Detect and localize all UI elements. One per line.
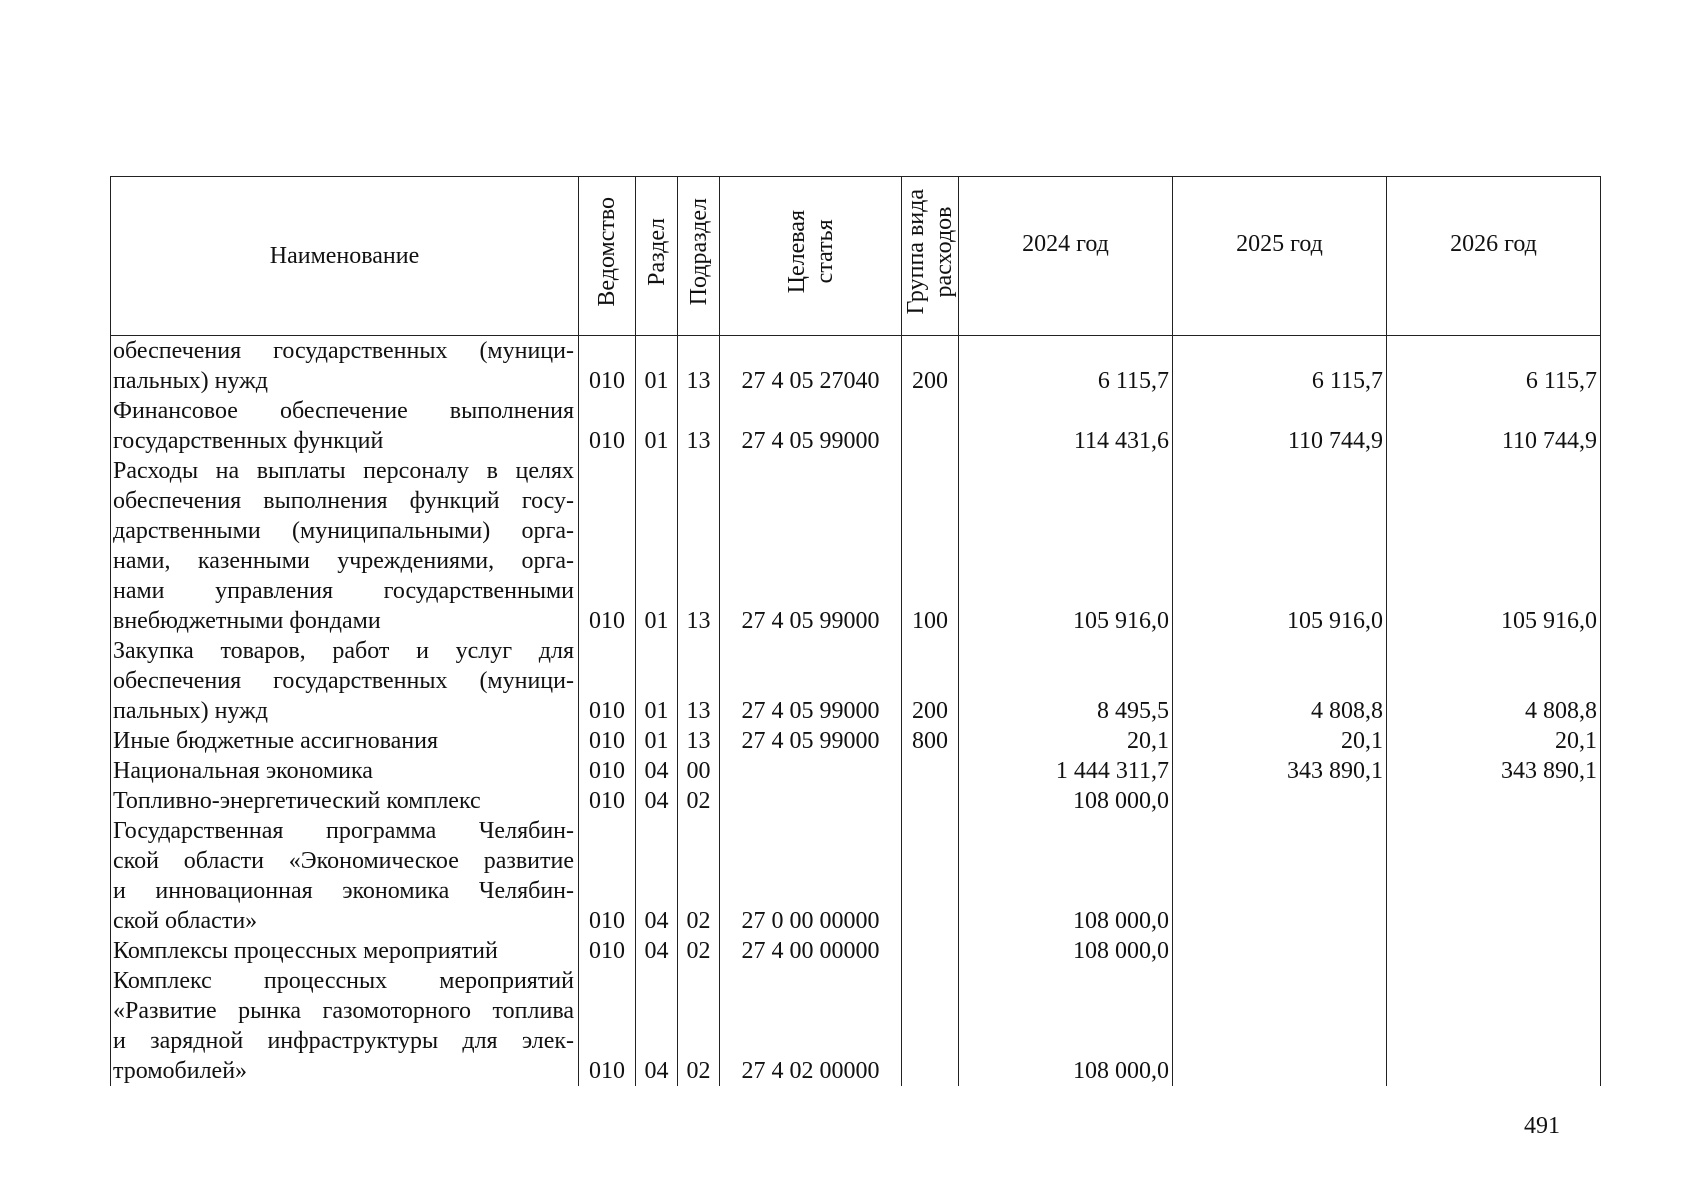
cell-celevaya-statya: 27 4 05 99000 [720, 456, 902, 636]
table-body [111, 336, 1601, 1087]
cell-value-2024: 108 000,0 [959, 936, 1173, 966]
cell-name [111, 756, 579, 786]
name-line: внебюджетными фондами [113, 608, 381, 634]
name-line: и зарядной инфраструктуры для элек- [113, 1028, 574, 1054]
cell-value-2026 [1387, 966, 1601, 1086]
cell-value-2025 [1173, 786, 1387, 816]
name-line: обеспечения выполнения функций госу- [113, 488, 574, 514]
cell-value-2026: 105 916,0 [1387, 456, 1601, 636]
cell-value-2024: 1 444 311,7 [959, 756, 1173, 786]
cell-razdel: 01 [636, 336, 678, 397]
cell-value-2024: 114 431,6 [959, 396, 1173, 456]
cell-razdel: 01 [636, 396, 678, 456]
cell-vedomstvo: 010 [579, 636, 636, 726]
name-line: «Развитие рынка газомоторного топлива [113, 998, 574, 1024]
cell-celevaya-statya: 27 4 00 00000 [720, 936, 902, 966]
name-line: обеспечения государственных (муници- [113, 668, 574, 694]
cell-value-2025: 105 916,0 [1173, 456, 1387, 636]
header-year-2025 [1173, 177, 1387, 336]
cell-celevaya-statya [720, 786, 902, 816]
cell-celevaya-statya: 27 4 05 27040 [720, 336, 902, 397]
cell-razdel: 01 [636, 456, 678, 636]
cell-gruppa [902, 756, 959, 786]
cell-vedomstvo: 010 [579, 936, 636, 966]
name-line: Национальная экономика [113, 758, 373, 784]
cell-gruppa: 200 [902, 336, 959, 397]
cell-gruppa [902, 786, 959, 816]
table-row [111, 456, 1601, 636]
table-row [111, 726, 1601, 756]
header-razdel [636, 177, 678, 336]
cell-vedomstvo: 010 [579, 726, 636, 756]
cell-celevaya-statya: 27 4 05 99000 [720, 396, 902, 456]
cell-value-2024: 6 115,7 [959, 336, 1173, 397]
cell-name [111, 816, 579, 936]
cell-value-2026: 6 115,7 [1387, 336, 1601, 397]
cell-value-2024: 108 000,0 [959, 966, 1173, 1086]
cell-value-2025: 6 115,7 [1173, 336, 1387, 397]
table-row [111, 756, 1601, 786]
cell-name [111, 966, 579, 1086]
header-year-2026-label: 2026 год [1450, 231, 1537, 257]
cell-value-2024: 108 000,0 [959, 816, 1173, 936]
cell-vedomstvo: 010 [579, 756, 636, 786]
cell-vedomstvo: 010 [579, 396, 636, 456]
cell-gruppa [902, 966, 959, 1086]
name-line: и инновационная экономика Челябин- [113, 878, 574, 904]
cell-vedomstvo: 010 [579, 786, 636, 816]
cell-name [111, 726, 579, 756]
header-row [111, 177, 1601, 336]
name-line: обеспечения государственных (муници- [113, 338, 574, 364]
cell-value-2025: 110 744,9 [1173, 396, 1387, 456]
cell-celevaya-statya: 27 4 05 99000 [720, 636, 902, 726]
cell-podrazdel: 13 [678, 336, 720, 397]
name-line: ской области» [113, 908, 258, 934]
name-line: Комплекс процессных мероприятий [113, 968, 574, 994]
cell-podrazdel: 00 [678, 756, 720, 786]
name-line: государственных функций [113, 428, 384, 454]
cell-value-2025 [1173, 816, 1387, 936]
header-celevaya-line2: статья [811, 220, 838, 284]
name-line: ской области «Экономическое развитие [113, 848, 574, 874]
header-gruppa-line2: расходов [931, 206, 957, 298]
cell-name [111, 936, 579, 966]
cell-razdel: 04 [636, 936, 678, 966]
name-line: Иные бюджетные ассигнования [113, 728, 438, 754]
table-row [111, 336, 1601, 397]
name-line: Расходы на выплаты персоналу в целях [113, 458, 574, 484]
name-line: нами управления государственными [113, 578, 574, 604]
table-row [111, 936, 1601, 966]
cell-podrazdel: 13 [678, 396, 720, 456]
name-line: Государственная программа Челябин- [113, 818, 574, 844]
page-number: 491 [1524, 1113, 1560, 1139]
cell-value-2024: 8 495,5 [959, 636, 1173, 726]
cell-value-2026 [1387, 786, 1601, 816]
cell-name [111, 636, 579, 726]
header-vedomstvo-label: Ведомство [594, 197, 620, 307]
cell-celevaya-statya: 27 0 00 00000 [720, 816, 902, 936]
cell-celevaya-statya: 27 4 05 99000 [720, 726, 902, 756]
name-line: Финансовое обеспечение выполнения [113, 398, 574, 424]
cell-value-2025 [1173, 966, 1387, 1086]
header-celevaya-line1: Целевая [783, 210, 810, 294]
table-row [111, 636, 1601, 726]
cell-gruppa: 800 [902, 726, 959, 756]
cell-podrazdel: 13 [678, 636, 720, 726]
cell-razdel: 04 [636, 756, 678, 786]
cell-razdel: 04 [636, 816, 678, 936]
header-year-2024-label: 2024 год [1022, 231, 1109, 257]
cell-value-2025 [1173, 936, 1387, 966]
name-line: Топливно-энергетический комплекс [113, 788, 481, 814]
cell-razdel: 04 [636, 786, 678, 816]
cell-podrazdel: 13 [678, 726, 720, 756]
cell-value-2026 [1387, 936, 1601, 966]
cell-name [111, 786, 579, 816]
cell-gruppa [902, 396, 959, 456]
cell-gruppa [902, 816, 959, 936]
name-line: тромобилей» [113, 1058, 248, 1084]
cell-name [111, 456, 579, 636]
cell-razdel: 01 [636, 636, 678, 726]
cell-name [111, 396, 579, 456]
cell-podrazdel: 02 [678, 816, 720, 936]
cell-podrazdel: 13 [678, 456, 720, 636]
cell-vedomstvo: 010 [579, 336, 636, 397]
name-line: пальных) нужд [113, 698, 268, 724]
cell-vedomstvo: 010 [579, 456, 636, 636]
cell-razdel: 01 [636, 726, 678, 756]
cell-gruppa [902, 936, 959, 966]
header-gruppa-label [902, 189, 958, 314]
header-year-2024 [959, 177, 1173, 336]
cell-value-2025: 343 890,1 [1173, 756, 1387, 786]
header-gruppa-vida-rashodov [902, 177, 959, 336]
name-line: дарственными (муниципальными) орга- [113, 518, 574, 544]
cell-gruppa: 200 [902, 636, 959, 726]
cell-name [111, 336, 579, 397]
cell-celevaya-statya: 27 4 02 00000 [720, 966, 902, 1086]
header-celevaya-statya [720, 177, 902, 336]
cell-podrazdel: 02 [678, 966, 720, 1086]
header-podrazdel [678, 177, 720, 336]
cell-value-2026: 110 744,9 [1387, 396, 1601, 456]
name-line: Закупка товаров, работ и услуг для [113, 638, 574, 664]
header-gruppa-line1: Группа вида [903, 189, 929, 315]
cell-vedomstvo: 010 [579, 966, 636, 1086]
header-year-2025-label: 2025 год [1236, 231, 1323, 257]
cell-value-2024: 105 916,0 [959, 456, 1173, 636]
cell-value-2025: 4 808,8 [1173, 636, 1387, 726]
table-row [111, 396, 1601, 456]
budget-table [110, 176, 1601, 1086]
header-podrazdel-label: Подраздел [685, 198, 712, 306]
header-vedomstvo [579, 177, 636, 336]
cell-value-2026: 343 890,1 [1387, 756, 1601, 786]
cell-value-2026: 4 808,8 [1387, 636, 1601, 726]
cell-value-2025: 20,1 [1173, 726, 1387, 756]
name-line: пальных) нужд [113, 368, 268, 394]
header-year-2026 [1387, 177, 1601, 336]
cell-value-2024: 108 000,0 [959, 786, 1173, 816]
cell-razdel: 04 [636, 966, 678, 1086]
cell-podrazdel: 02 [678, 786, 720, 816]
cell-gruppa: 100 [902, 456, 959, 636]
cell-podrazdel: 02 [678, 936, 720, 966]
header-razdel-label: Раздел [643, 218, 670, 286]
cell-value-2024: 20,1 [959, 726, 1173, 756]
name-line: нами, казенными учреждениями, орга- [113, 548, 574, 574]
table-header [111, 177, 1601, 336]
cell-vedomstvo: 010 [579, 816, 636, 936]
cell-celevaya-statya [720, 756, 902, 786]
cell-value-2026: 20,1 [1387, 726, 1601, 756]
header-name [111, 177, 579, 336]
name-line: Комплексы процессных мероприятий [113, 938, 498, 964]
cell-value-2026 [1387, 816, 1601, 936]
table-row [111, 966, 1601, 1086]
header-celevaya-statya-label [783, 210, 839, 293]
table-row [111, 786, 1601, 816]
header-name-label: Наименование [269, 243, 420, 269]
table-row [111, 816, 1601, 936]
